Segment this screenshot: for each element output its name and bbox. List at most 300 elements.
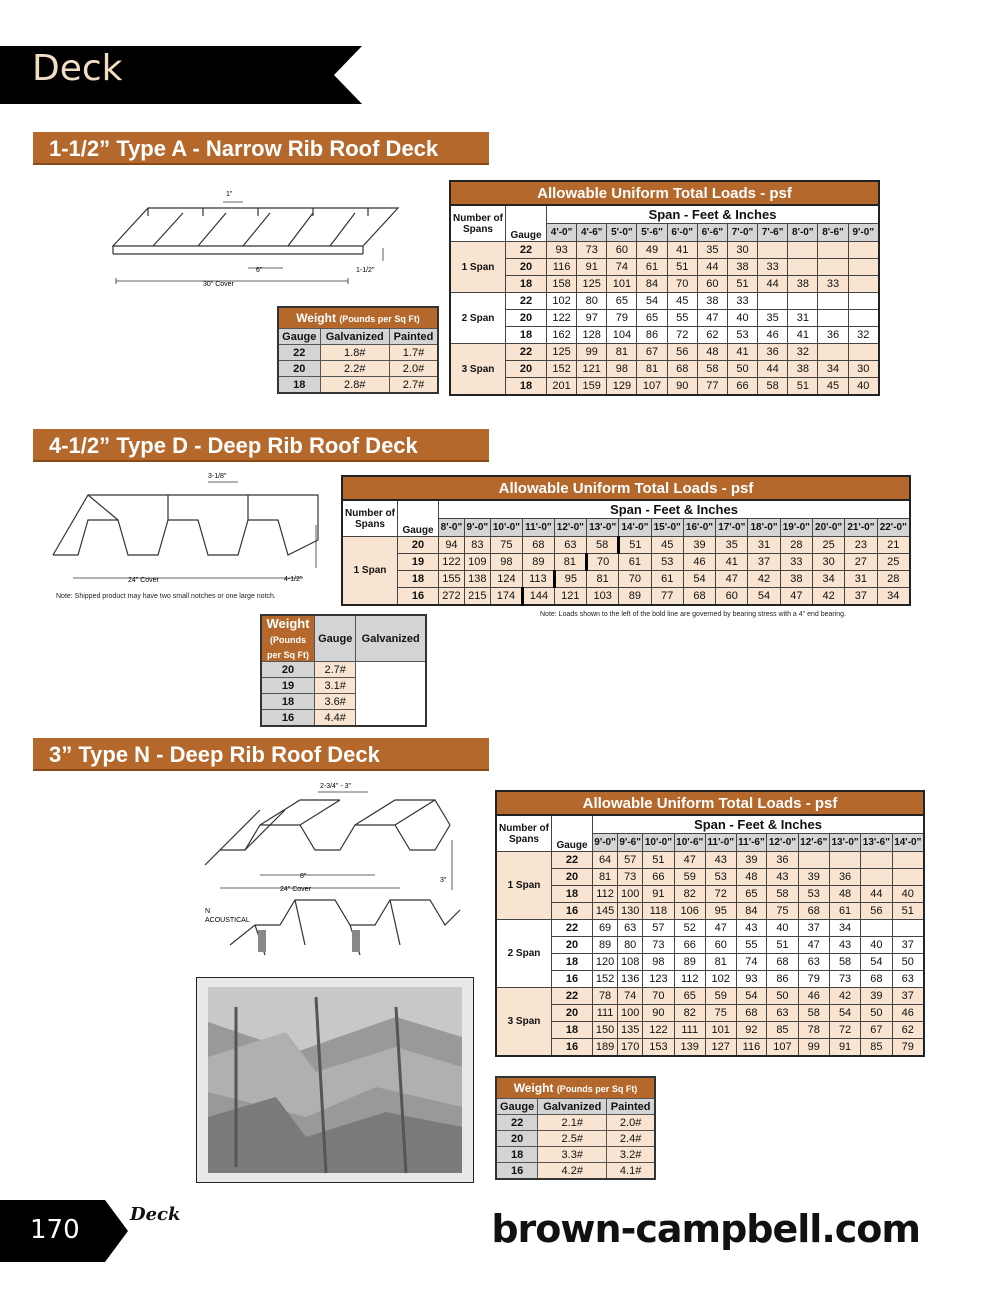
load-value-cell: 99 <box>577 344 607 361</box>
load-value-cell: 93 <box>736 971 767 988</box>
load-value-cell: 79 <box>892 1039 924 1057</box>
load-value-cell: 34 <box>812 571 844 588</box>
load-value-cell: 58 <box>798 1005 829 1022</box>
load-value-cell: 84 <box>637 276 667 293</box>
table-row <box>496 954 924 971</box>
weight-gauge-cell: 22 <box>496 1115 538 1131</box>
load-value-cell: 77 <box>697 378 727 396</box>
load-value-cell <box>818 242 848 259</box>
gauge-cell: 20 <box>552 937 593 954</box>
weight-row <box>261 694 426 710</box>
load-value-cell: 33 <box>758 259 788 276</box>
load-value-cell: 48 <box>697 344 727 361</box>
load-value-cell: 50 <box>767 988 798 1005</box>
load-value-cell <box>818 259 848 276</box>
load-value-cell: 103 <box>587 588 619 606</box>
span-column-header: 6'-0" <box>667 224 697 242</box>
load-value-cell: 28 <box>780 537 812 554</box>
table-row <box>496 920 924 937</box>
load-value-cell: 51 <box>667 259 697 276</box>
span-column-header: 13'-0" <box>587 519 619 537</box>
weight-gauge-cell: 18 <box>278 377 320 394</box>
load-value-cell: 215 <box>464 588 490 606</box>
load-value-cell: 97 <box>577 310 607 327</box>
span-column-header: 6'-6" <box>697 224 727 242</box>
load-value-cell: 46 <box>683 554 715 571</box>
load-value-cell: 112 <box>593 886 618 903</box>
load-value-cell: 170 <box>618 1039 643 1057</box>
load-value-cell: 63 <box>798 954 829 971</box>
load-value-cell: 100 <box>618 886 643 903</box>
load-value-cell: 150 <box>593 1022 618 1039</box>
weight-caption: Weight (Pounds per Sq Ft) <box>261 615 315 662</box>
load-value-cell: 50 <box>727 361 757 378</box>
load-value-cell: 121 <box>577 361 607 378</box>
span-column-header: 4'-0" <box>547 224 577 242</box>
load-value-cell: 85 <box>767 1022 798 1039</box>
load-value-cell: 80 <box>618 937 643 954</box>
load-value-cell: 70 <box>643 988 674 1005</box>
weight-value-cell: 4.4# <box>315 710 356 727</box>
load-value-cell: 66 <box>727 378 757 396</box>
load-value-cell: 33 <box>727 293 757 310</box>
load-value-cell <box>758 242 788 259</box>
load-value-cell <box>788 242 818 259</box>
footer-website: brown-campbell.com <box>491 1207 920 1251</box>
load-value-cell: 73 <box>829 971 860 988</box>
spans-header: Number of Spans <box>496 815 552 852</box>
load-value-cell: 65 <box>607 293 637 310</box>
load-value-cell: 107 <box>767 1039 798 1057</box>
weight-row <box>261 710 426 727</box>
weight-gauge-cell: 16 <box>261 710 315 727</box>
load-value-cell: 40 <box>767 920 798 937</box>
load-value-cell: 37 <box>892 937 924 954</box>
weight-gauge-cell: 19 <box>261 678 315 694</box>
weight-value-cell: 3.3# <box>538 1147 607 1163</box>
table-row <box>450 293 879 310</box>
load-value-cell <box>818 293 848 310</box>
load-value-cell: 118 <box>643 903 674 920</box>
weight-table-type-d <box>260 614 427 727</box>
load-value-cell: 43 <box>767 869 798 886</box>
table-row <box>496 971 924 988</box>
load-value-cell: 124 <box>490 571 522 588</box>
load-value-cell: 77 <box>651 588 683 606</box>
load-value-cell: 63 <box>618 920 643 937</box>
load-value-cell: 36 <box>767 852 798 869</box>
load-value-cell: 61 <box>829 903 860 920</box>
load-value-cell: 68 <box>798 903 829 920</box>
span-column-header: 9'-0" <box>848 224 879 242</box>
load-value-cell: 139 <box>674 1039 705 1057</box>
table-row <box>496 886 924 903</box>
load-value-cell <box>848 293 879 310</box>
weight-value-cell: 4.2# <box>538 1163 607 1180</box>
weight-gauge-cell: 18 <box>496 1147 538 1163</box>
load-value-cell: 56 <box>861 903 892 920</box>
load-value-cell: 28 <box>877 571 910 588</box>
load-value-cell <box>848 259 879 276</box>
load-value-cell: 95 <box>705 903 736 920</box>
weight-caption: Weight (Pounds per Sq Ft) <box>278 307 438 329</box>
table-row <box>450 378 879 396</box>
load-value-cell: 81 <box>554 554 586 571</box>
load-value-cell: 272 <box>439 588 465 606</box>
load-value-cell: 95 <box>554 571 586 588</box>
load-value-cell <box>892 852 924 869</box>
load-value-cell: 122 <box>643 1022 674 1039</box>
load-value-cell: 85 <box>861 1039 892 1057</box>
span-column-header: 8'-0" <box>788 224 818 242</box>
gauge-header: Gauge <box>506 205 547 242</box>
load-value-cell: 57 <box>643 920 674 937</box>
load-value-cell: 47 <box>697 310 727 327</box>
load-value-cell: 38 <box>788 276 818 293</box>
load-value-cell: 35 <box>716 537 748 554</box>
load-value-cell <box>848 276 879 293</box>
load-value-cell: 32 <box>848 327 879 344</box>
table-row <box>496 903 924 920</box>
load-value-cell: 43 <box>705 852 736 869</box>
weight-row <box>278 345 438 361</box>
weight-value-cell: 2.4# <box>607 1131 655 1147</box>
gauge-cell: 22 <box>506 344 547 361</box>
gauge-cell: 20 <box>552 1005 593 1022</box>
load-value-cell: 55 <box>667 310 697 327</box>
load-value-cell: 65 <box>674 988 705 1005</box>
diagram-label: 6" <box>256 267 263 274</box>
load-value-cell: 81 <box>637 361 667 378</box>
load-value-cell: 34 <box>818 361 848 378</box>
load-value-cell: 135 <box>618 1022 643 1039</box>
load-value-cell: 189 <box>593 1039 618 1057</box>
weight-header: Galvanized <box>538 1099 607 1115</box>
load-value-cell: 58 <box>829 954 860 971</box>
gauge-cell: 19 <box>398 554 439 571</box>
weight-gauge-cell: 18 <box>261 694 315 710</box>
load-value-cell: 47 <box>705 920 736 937</box>
load-value-cell: 74 <box>736 954 767 971</box>
section-title-type-n: 3” Type N - Deep Rib Roof Deck <box>33 738 489 771</box>
load-value-cell: 39 <box>736 852 767 869</box>
table-row <box>450 310 879 327</box>
load-value-cell: 47 <box>798 937 829 954</box>
table-row <box>496 869 924 886</box>
load-value-cell <box>798 852 829 869</box>
load-value-cell: 42 <box>829 988 860 1005</box>
load-value-cell: 127 <box>705 1039 736 1057</box>
load-value-cell: 72 <box>667 327 697 344</box>
weight-gauge-cell: 22 <box>278 345 320 361</box>
deck-product-photo <box>196 977 474 1183</box>
span-count-cell: 3 Span <box>496 988 552 1057</box>
load-value-cell: 162 <box>547 327 577 344</box>
span-count-cell: 3 Span <box>450 344 506 396</box>
load-value-cell: 104 <box>607 327 637 344</box>
diagram-label: 8" <box>300 873 307 880</box>
load-value-cell: 138 <box>464 571 490 588</box>
footer-section-label: Deck <box>130 1204 181 1225</box>
load-value-cell: 70 <box>619 571 651 588</box>
load-value-cell: 74 <box>607 259 637 276</box>
load-value-cell: 89 <box>619 588 651 606</box>
load-value-cell: 40 <box>848 378 879 396</box>
gauge-cell: 22 <box>552 920 593 937</box>
load-value-cell: 72 <box>705 886 736 903</box>
load-value-cell <box>848 344 879 361</box>
load-value-cell: 75 <box>705 1005 736 1022</box>
load-value-cell: 68 <box>683 588 715 606</box>
load-value-cell: 106 <box>674 903 705 920</box>
load-value-cell: 111 <box>674 1022 705 1039</box>
load-value-cell: 99 <box>798 1039 829 1057</box>
span-header: Span - Feet & Inches <box>439 500 911 519</box>
load-value-cell: 70 <box>667 276 697 293</box>
weight-gauge-cell: 20 <box>496 1131 538 1147</box>
load-value-cell: 100 <box>618 1005 643 1022</box>
table-row <box>342 571 910 588</box>
load-table-type-a <box>449 180 880 396</box>
gauge-cell: 20 <box>506 310 547 327</box>
load-value-cell <box>848 310 879 327</box>
table-row <box>342 554 910 571</box>
span-column-header: 11'-0" <box>705 834 736 852</box>
page-title: Deck <box>32 48 123 89</box>
load-value-cell: 73 <box>643 937 674 954</box>
load-value-cell: 75 <box>767 903 798 920</box>
load-value-cell: 102 <box>547 293 577 310</box>
load-value-cell: 145 <box>593 903 618 920</box>
table-row <box>496 1005 924 1022</box>
load-value-cell <box>848 242 879 259</box>
load-value-cell: 158 <box>547 276 577 293</box>
weight-value-cell: 2.7# <box>389 377 438 394</box>
type-d-profile-diagram <box>48 470 338 605</box>
load-value-cell: 67 <box>861 1022 892 1039</box>
weight-row <box>496 1115 655 1131</box>
load-value-cell: 122 <box>547 310 577 327</box>
gauge-cell: 18 <box>552 1022 593 1039</box>
load-value-cell: 79 <box>607 310 637 327</box>
span-column-header: 20'-0" <box>812 519 844 537</box>
weight-row <box>261 678 426 694</box>
load-value-cell: 58 <box>587 537 619 554</box>
load-value-cell: 21 <box>877 537 910 554</box>
load-value-cell: 53 <box>798 886 829 903</box>
span-column-header: 7'-0" <box>727 224 757 242</box>
load-value-cell: 35 <box>758 310 788 327</box>
load-value-cell: 61 <box>637 259 667 276</box>
span-column-header: 5'-6" <box>637 224 667 242</box>
load-value-cell: 46 <box>892 1005 924 1022</box>
load-value-cell: 69 <box>593 920 618 937</box>
weight-gauge-cell: 20 <box>261 662 315 678</box>
load-value-cell <box>818 344 848 361</box>
load-value-cell: 37 <box>892 988 924 1005</box>
load-value-cell: 58 <box>767 886 798 903</box>
load-value-cell: 33 <box>780 554 812 571</box>
table-row <box>496 1022 924 1039</box>
load-value-cell: 38 <box>780 571 812 588</box>
diagram-label: ACOUSTICAL <box>205 917 250 924</box>
load-value-cell: 112 <box>674 971 705 988</box>
load-value-cell: 36 <box>758 344 788 361</box>
load-value-cell <box>758 293 788 310</box>
weight-header: Painted <box>389 329 438 345</box>
load-value-cell <box>788 259 818 276</box>
gauge-cell: 20 <box>506 259 547 276</box>
load-value-cell: 41 <box>788 327 818 344</box>
load-value-cell: 130 <box>618 903 643 920</box>
diagram-label: 24" Cover <box>280 886 311 893</box>
load-value-cell: 50 <box>861 1005 892 1022</box>
load-value-cell: 38 <box>727 259 757 276</box>
load-value-cell: 66 <box>674 937 705 954</box>
diagram-label: 3" <box>440 877 447 884</box>
weight-row <box>496 1131 655 1147</box>
weight-table-type-n <box>495 1076 656 1180</box>
load-value-cell: 93 <box>547 242 577 259</box>
load-value-cell: 53 <box>705 869 736 886</box>
load-value-cell: 121 <box>554 588 586 606</box>
load-value-cell: 155 <box>439 571 465 588</box>
spans-header: Number of Spans <box>342 500 398 537</box>
load-value-cell: 48 <box>829 886 860 903</box>
load-value-cell: 54 <box>736 988 767 1005</box>
load-value-cell: 47 <box>716 571 748 588</box>
load-value-cell: 122 <box>439 554 465 571</box>
weight-value-cell: 2.7# <box>315 662 356 678</box>
diagram-label: 1-1/2" <box>356 267 375 274</box>
load-value-cell: 102 <box>705 971 736 988</box>
table-row <box>342 537 910 554</box>
load-value-cell: 38 <box>697 293 727 310</box>
gauge-cell: 18 <box>506 327 547 344</box>
load-value-cell: 91 <box>577 259 607 276</box>
table-row <box>496 852 924 869</box>
load-value-cell: 56 <box>667 344 697 361</box>
load-value-cell: 54 <box>637 293 667 310</box>
load-value-cell: 47 <box>780 588 812 606</box>
load-value-cell: 82 <box>674 886 705 903</box>
load-value-cell: 35 <box>697 242 727 259</box>
diagram-label: 30" Cover <box>203 281 234 288</box>
span-column-header: 11'-0" <box>523 519 555 537</box>
span-column-header: 5'-0" <box>607 224 637 242</box>
type-n-profile-diagram <box>200 780 470 975</box>
load-value-cell <box>788 293 818 310</box>
type-a-profile-diagram <box>108 186 408 296</box>
gauge-cell: 20 <box>506 361 547 378</box>
load-value-cell: 59 <box>674 869 705 886</box>
span-column-header: 14'-0" <box>619 519 651 537</box>
load-value-cell: 38 <box>788 361 818 378</box>
load-value-cell: 40 <box>727 310 757 327</box>
load-value-cell: 23 <box>845 537 877 554</box>
load-value-cell: 33 <box>818 276 848 293</box>
load-value-cell: 89 <box>674 954 705 971</box>
load-value-cell: 51 <box>619 537 651 554</box>
load-value-cell: 82 <box>674 1005 705 1022</box>
span-column-header: 21'-0" <box>845 519 877 537</box>
span-count-cell: 2 Span <box>496 920 552 988</box>
load-value-cell: 123 <box>643 971 674 988</box>
gauge-header: Gauge <box>552 815 593 852</box>
span-column-header: 10'-6" <box>674 834 705 852</box>
span-column-header: 12'-6" <box>798 834 829 852</box>
load-value-cell: 89 <box>593 937 618 954</box>
load-value-cell: 34 <box>829 920 860 937</box>
load-value-cell: 51 <box>727 276 757 293</box>
weight-value-cell: 3.2# <box>607 1147 655 1163</box>
table-row <box>450 259 879 276</box>
load-value-cell <box>892 920 924 937</box>
span-column-header: 8'-0" <box>439 519 465 537</box>
load-value-cell: 50 <box>892 954 924 971</box>
weight-value-cell: 4.1# <box>607 1163 655 1180</box>
page-number: 170 <box>30 1215 80 1245</box>
span-column-header: 8'-6" <box>818 224 848 242</box>
gauge-cell: 20 <box>398 537 439 554</box>
weight-value-cell: 2.1# <box>538 1115 607 1131</box>
weight-value-cell: 2.5# <box>538 1131 607 1147</box>
load-value-cell: 46 <box>758 327 788 344</box>
weight-header: Galvanized <box>320 329 389 345</box>
load-value-cell: 42 <box>812 588 844 606</box>
load-value-cell: 98 <box>490 554 522 571</box>
load-value-cell: 98 <box>643 954 674 971</box>
load-value-cell: 125 <box>577 276 607 293</box>
load-value-cell: 58 <box>758 378 788 396</box>
load-value-cell: 67 <box>637 344 667 361</box>
diagram-label: 24" Cover <box>128 577 159 584</box>
load-value-cell: 129 <box>607 378 637 396</box>
weight-row <box>261 662 426 678</box>
load-value-cell: 47 <box>674 852 705 869</box>
weight-value-cell: 2.0# <box>389 361 438 377</box>
load-value-cell: 36 <box>818 327 848 344</box>
section-title-type-a: 1-1/2” Type A - Narrow Rib Roof Deck <box>33 132 489 165</box>
load-value-cell: 91 <box>643 886 674 903</box>
load-value-cell: 44 <box>758 361 788 378</box>
weight-row <box>496 1147 655 1163</box>
span-column-header: 9'-0" <box>593 834 618 852</box>
load-value-cell: 45 <box>651 537 683 554</box>
span-column-header: 22'-0" <box>877 519 910 537</box>
load-value-cell: 152 <box>593 971 618 988</box>
load-value-cell: 32 <box>788 344 818 361</box>
load-value-cell: 27 <box>845 554 877 571</box>
weight-row <box>278 361 438 377</box>
load-value-cell: 41 <box>727 344 757 361</box>
load-value-cell: 81 <box>705 954 736 971</box>
span-header: Span - Feet & Inches <box>593 815 925 834</box>
load-value-cell: 68 <box>736 1005 767 1022</box>
weight-header: Galvanized <box>356 615 426 662</box>
load-value-cell: 49 <box>637 242 667 259</box>
weight-row <box>278 377 438 394</box>
load-value-cell: 61 <box>651 571 683 588</box>
gauge-cell: 16 <box>398 588 439 606</box>
weight-header: Gauge <box>496 1099 538 1115</box>
span-column-header: 17'-0" <box>716 519 748 537</box>
load-value-cell: 116 <box>736 1039 767 1057</box>
load-value-cell: 65 <box>637 310 667 327</box>
load-value-cell: 89 <box>523 554 555 571</box>
load-value-cell: 39 <box>683 537 715 554</box>
gauge-cell: 16 <box>552 1039 593 1057</box>
